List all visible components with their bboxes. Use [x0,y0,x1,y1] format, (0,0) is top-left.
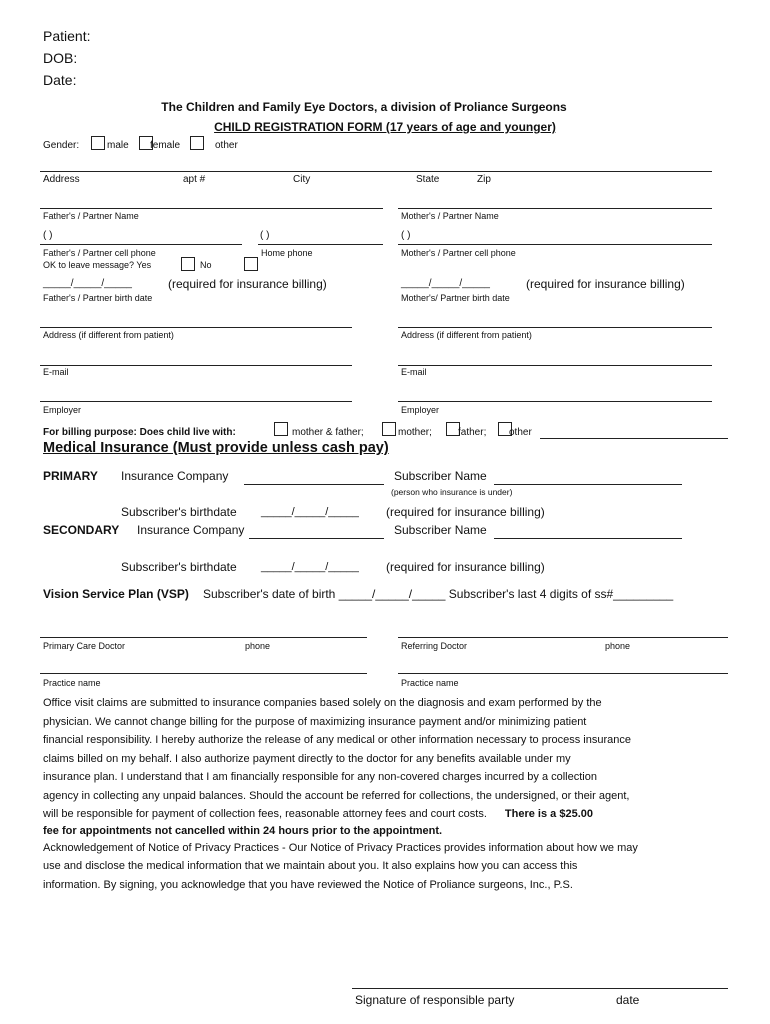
mother-employer-line[interactable] [398,401,712,402]
policy-line [43,805,733,824]
mother-address-label: Address (if different from patient) [401,330,532,340]
referring-line[interactable] [398,637,728,638]
mother-phone-label: Mother's / Partner cell phone [401,248,516,258]
live-other-line[interactable] [540,438,728,439]
father-address-line[interactable] [40,327,352,328]
mother-name-line[interactable] [398,208,712,209]
mother-phone-line[interactable] [398,244,712,245]
pcp-practice-line[interactable] [40,673,367,674]
mother-employer-label: Employer [401,405,440,415]
insurance-heading: Medical Insurance (Must provide unless cash pay) [43,440,389,456]
father-phone-line[interactable] [40,244,242,245]
ok-no-checkbox[interactable] [244,257,258,271]
primary-sub-dob-label: Subscriber's birthdate [121,505,237,519]
father-phone-label: Father's / Partner cell phone [43,248,156,258]
secondary-sub-dob-required: (required for insurance billing) [386,560,545,574]
gender-male-checkbox[interactable] [91,136,105,150]
pcp-line[interactable] [40,637,367,638]
father-email-label: E-mail [43,367,69,377]
primary-subscriber-line[interactable] [494,484,682,485]
dob-label: DOB: [43,50,78,66]
vsp-text[interactable]: Subscriber's date of birth _____/_____/_____ Subscriber's last 4 digits of ss#_________ [203,587,674,601]
father-dob-blank[interactable]: _____/_____/_____ [43,278,132,289]
secondary-label: SECONDARY [43,523,120,537]
live-other-label: other [509,427,532,438]
referring-practice-line[interactable] [398,673,728,674]
father-employer-label: Employer [43,405,82,415]
gender-label: Gender: [43,140,80,151]
org-title: The Children and Family Eye Doctors, a division of Proliance Surgeons [161,100,567,114]
live-mother-checkbox[interactable] [382,422,396,436]
primary-label: PRIMARY [43,469,98,483]
privacy-line: Acknowledgement of Notice of Privacy Practices - Our Notice of Privacy Practices provides information about how we may [43,841,638,854]
patient-label: Patient: [43,28,91,44]
father-employer-line[interactable] [40,401,352,402]
secondary-subscriber-line[interactable] [494,538,682,539]
home-phone-label: Home phone [261,248,313,258]
primary-sub-dob-blank[interactable]: _____/_____/_____ [261,506,359,518]
referring-practice-label: Practice name [401,678,459,688]
policy-line: financial responsibility. I hereby authorize the release of any medical or other information necessary to process insurance [43,734,631,746]
policy-line: claims billed on my behalf. I also authorize payment directly to the doctor for any benefits available under my [43,752,571,765]
state-label: State [416,174,440,185]
privacy-line: use and disclose the medical information that we maintain about you. It also explains how you can access this [43,860,578,872]
policy-line: Office visit claims are submitted to insurance companies based solely on the diagnosis and exam performed by the [43,697,602,709]
ok-yes-checkbox[interactable] [181,257,195,271]
primary-company-line[interactable] [244,484,384,485]
gender-male-label: male [107,140,129,151]
apt-label: apt # [183,174,206,185]
primary-sub-dob-required: (required for insurance billing) [386,505,545,519]
home-phone-line[interactable] [258,244,383,245]
mother-dob-required: (required for insurance billing) [526,277,685,291]
privacy-line: information. By signing, you acknowledge that you have reviewed the Notice of Proliance surgeons, Inc., P.S. [43,878,573,891]
primary-subscriber-label: Subscriber Name [394,469,487,483]
city-label: City [293,174,311,185]
secondary-company-line[interactable] [249,538,384,539]
secondary-sub-dob-label: Subscriber's birthdate [121,560,237,574]
billing-question: For billing purpose: Does child live with: [43,427,236,438]
signature-date-label: date [616,993,640,1007]
primary-company-label: Insurance Company [121,469,229,483]
signature-label: Signature of responsible party [355,993,515,1007]
referring-phone-label: phone [605,641,631,651]
gender-other-checkbox[interactable] [190,136,204,150]
father-dob-label: Father's / Partner birth date [43,293,153,303]
policy-line: agency in collecting any unpaid balances. Should the account be referred for collections, the undersigned, or their agent, [43,789,630,802]
vsp-label: Vision Service Plan (VSP) [43,587,189,601]
policy-paragraph [43,694,733,894]
father-phone-paren: ( ) [43,230,53,241]
mother-name-label: Mother's / Partner Name [401,211,499,221]
form-title: CHILD REGISTRATION FORM (17 years of age and younger) [214,120,556,134]
policy-line: physician. We cannot change billing for the purpose of maximizing insurance payment and/or minimizing patient [43,715,587,728]
secondary-sub-dob-blank[interactable]: _____/_____/_____ [261,561,359,573]
father-email-line[interactable] [40,365,352,366]
father-name-label: Father's / Partner Name [43,211,139,221]
live-father-label: father; [458,427,487,438]
date-label: Date: [43,72,77,88]
gender-female-label: female [150,140,181,151]
father-dob-required: (required for insurance billing) [168,277,327,291]
fee-notice-continued: fee for appointments not cancelled within 24 hours prior to the appointment. [43,824,443,837]
zip-label: Zip [477,174,491,185]
referring-label: Referring Doctor [401,641,468,651]
mother-dob-blank[interactable]: _____/_____/_____ [401,278,490,289]
subscriber-note: (person who insurance is under) [391,487,513,497]
fee-notice: There is a $25.00 [504,808,593,820]
policy-line-text: will be responsible for payment of collection fees, reasonable attorney fees and court costs. [43,808,487,820]
father-name-line[interactable] [40,208,383,209]
address-line[interactable] [40,171,712,172]
live-both-label: mother & father; [292,427,364,438]
policy-line: insurance plan. I understand that I am financially responsible for any non-covered charges incurred by a collection [43,771,597,783]
mother-dob-label: Mother's/ Partner birth date [401,293,510,303]
signature-line[interactable] [352,988,728,989]
home-phone-paren: ( ) [260,230,270,241]
mother-email-label: E-mail [401,367,427,377]
address-label: Address [43,174,80,185]
pcp-phone-label: phone [245,641,271,651]
mother-address-line[interactable] [398,327,712,328]
secondary-company-label: Insurance Company [137,523,245,537]
mother-phone-paren: ( ) [401,230,411,241]
ok-message-label: OK to leave message? Yes [43,260,152,270]
secondary-subscriber-label: Subscriber Name [394,523,487,537]
pcp-practice-label: Practice name [43,678,101,688]
gender-other-label: other [215,140,238,151]
mother-email-line[interactable] [398,365,712,366]
father-address-label: Address (if different from patient) [43,330,174,340]
ok-no-label: No [200,260,212,270]
live-mother-label: mother; [398,427,432,438]
pcp-label: Primary Care Doctor [43,641,126,651]
live-both-checkbox[interactable] [274,422,288,436]
